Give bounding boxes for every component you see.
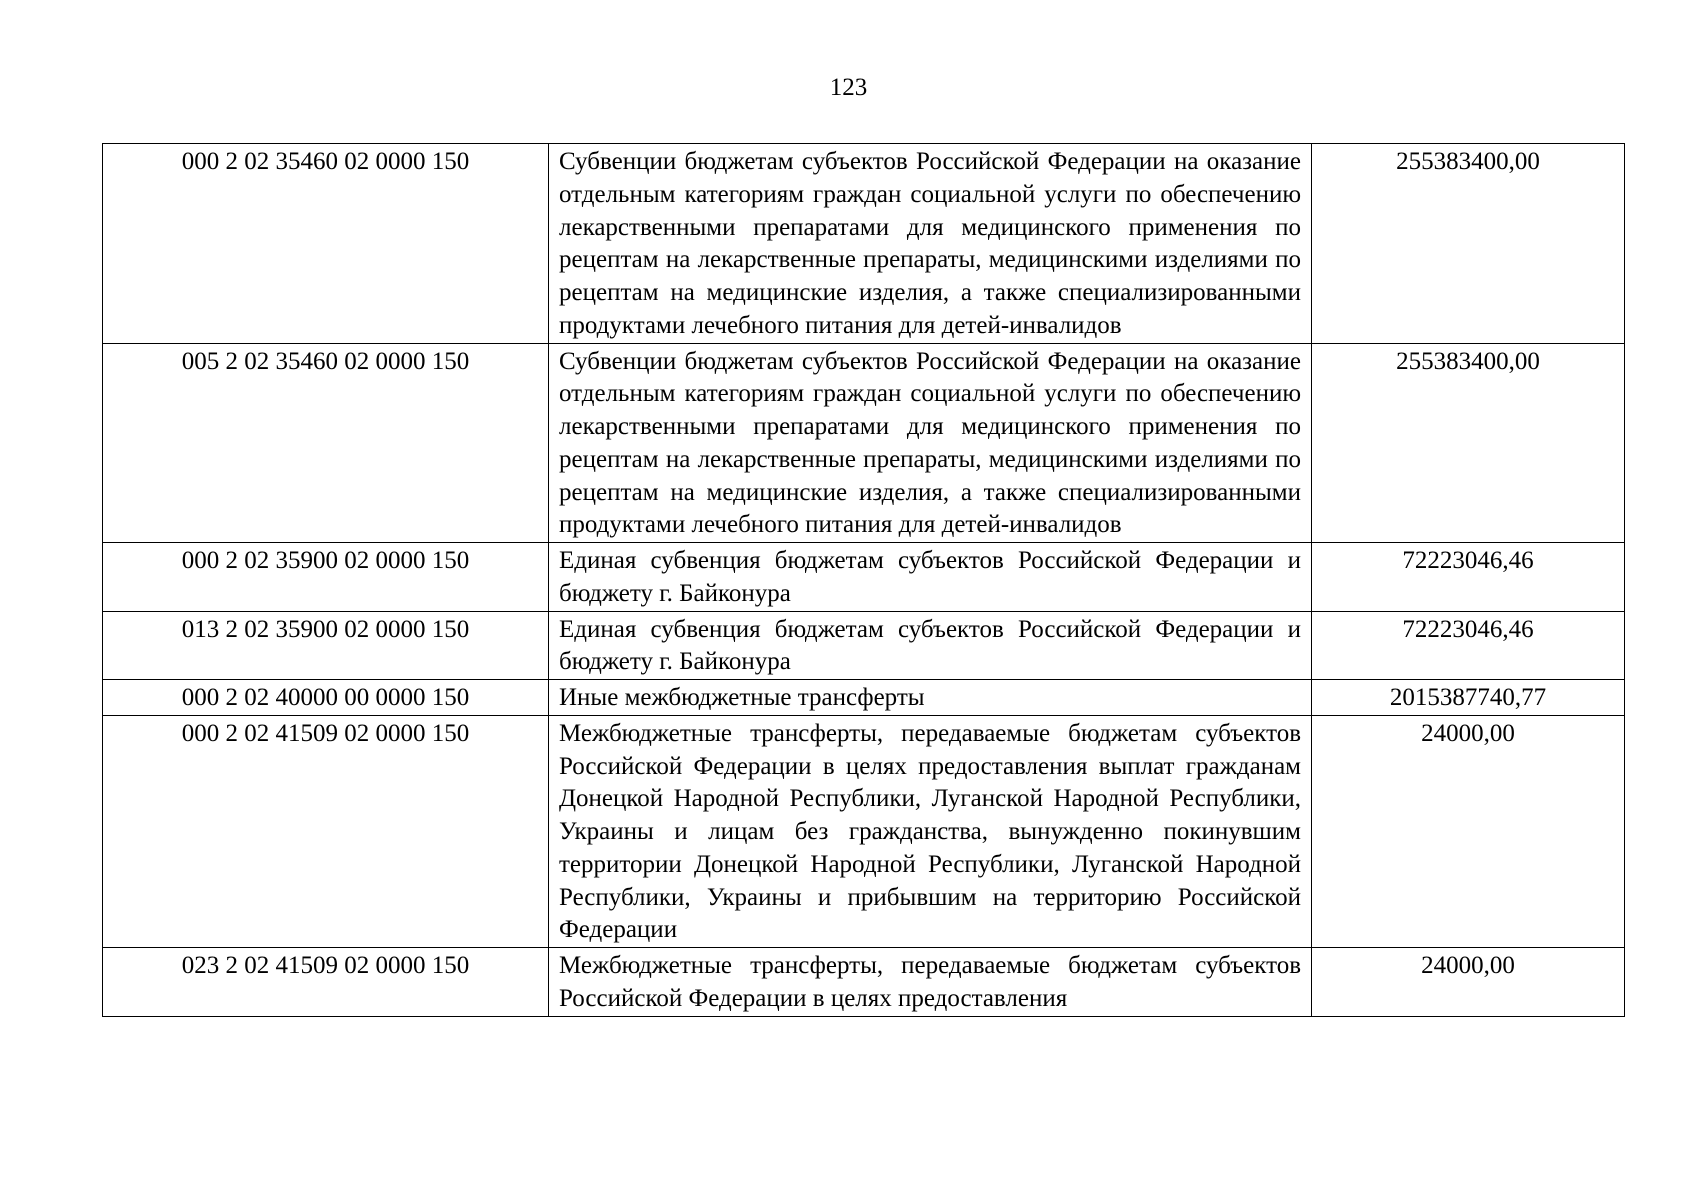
revenue-name-cell (549, 948, 1312, 1017)
revenue-code: 000 2 02 35900 02 0000 150 (103, 543, 549, 612)
revenue-code: 000 2 02 41509 02 0000 150 (103, 715, 549, 947)
revenue-name: Единая субвенция бюджетам субъектов Российской Федерации и бюджету г. Байконура (549, 543, 1312, 612)
table-row (103, 144, 1625, 344)
table-row (103, 343, 1625, 543)
revenue-name: Субвенции бюджетам субъектов Российской Федерации на оказание отдельным категориям граждан социальной услуги по обеспечению лекарственными препаратами для медицинского применения по рецептам на лекарственные препараты, медицинскими изделиями по рецептам на медицинские изделия, а также специализированными продуктами лечебного питания для детей-инвалидов (549, 144, 1312, 344)
revenue-amount: 24000,00 (1312, 948, 1625, 1017)
table-row (103, 611, 1625, 680)
budget-revenue-table (102, 143, 1625, 1017)
revenue-code: 013 2 02 35900 02 0000 150 (103, 611, 549, 680)
revenue-amount: 255383400,00 (1312, 144, 1625, 344)
revenue-name: Единая субвенция бюджетам субъектов Российской Федерации и бюджету г. Байконура (549, 611, 1312, 680)
page-number: 123 (829, 74, 868, 101)
revenue-name: Межбюджетные трансферты, передаваемые бюджетам субъектов Российской Федерации в целях предоставления выплат гражданам Донецкой Народной Республики, Луганской Народной Республики, Украины и лицам без гражданства, вынужденно покинувшим территории Донецкой Народной Республики, Луганской Народной Республики, Украины и прибывшим на территорию Российской Федерации (549, 715, 1312, 947)
revenue-amount: 72223046,46 (1312, 611, 1625, 680)
revenue-amount: 255383400,00 (1312, 343, 1625, 543)
revenue-code: 005 2 02 35460 02 0000 150 (103, 343, 549, 543)
revenue-code: 023 2 02 41509 02 0000 150 (103, 948, 549, 1017)
revenue-amount: 2015387740,77 (1312, 680, 1625, 716)
revenue-amount: 24000,00 (1312, 715, 1625, 947)
revenue-name: Иные межбюджетные трансферты (549, 680, 1312, 716)
revenue-amount: 72223046,46 (1312, 543, 1625, 612)
table-row (103, 543, 1625, 612)
revenue-name: Межбюджетные трансферты, передаваемые бюджетам субъектов Российской Федерации в целях предоставления (559, 952, 1301, 1012)
revenue-name: Субвенции бюджетам субъектов Российской Федерации на оказание отдельным категориям граждан социальной услуги по обеспечению лекарственными препаратами для медицинского применения по рецептам на лекарственные препараты, медицинскими изделиями по рецептам на медицинские изделия, а также специализированными продуктами лечебного питания для детей-инвалидов (549, 343, 1312, 543)
table-row (103, 948, 1625, 1017)
table-row (103, 715, 1625, 947)
table-row (103, 680, 1625, 716)
revenue-code: 000 2 02 40000 00 0000 150 (103, 680, 549, 716)
revenue-code: 000 2 02 35460 02 0000 150 (103, 144, 549, 344)
